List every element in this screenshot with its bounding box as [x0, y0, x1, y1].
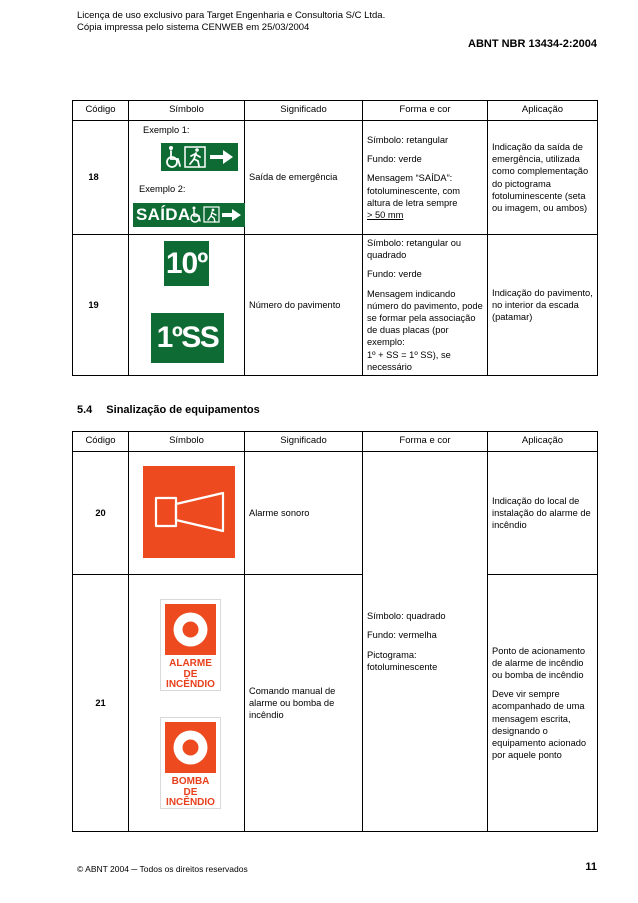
license-notice: [77, 10, 385, 34]
symbol-cell: [129, 575, 245, 832]
header-symbol: Símbolo: [129, 432, 245, 452]
form-pictogram: Pictograma: fotoluminescente: [367, 649, 438, 672]
header-application: Aplicação: [488, 101, 598, 121]
code-value: 20: [95, 507, 106, 518]
example-1-label: Exemplo 1:: [143, 125, 190, 135]
table-row: [73, 575, 598, 832]
form-message: Mensagem “SAÍDA”: fotoluminescente, com altura de letra sempre > 50 mm: [367, 173, 461, 220]
pump-card-label: BOMBA DE INCÊNDIO: [166, 776, 215, 808]
header-code: Código: [73, 432, 129, 452]
code-cell: [73, 575, 129, 832]
table-header-row: [73, 101, 598, 121]
section-heading: [77, 404, 274, 416]
header-code: Código: [73, 101, 129, 121]
form-color-cell: [363, 121, 488, 235]
form-color-cell-shared: [363, 452, 488, 832]
exit-pictogram-small-icon: [188, 205, 244, 225]
pump-button-card: [160, 717, 221, 809]
application-cell: Ponto de acionamento de alarme de incêndio ou bomba de incêndio Deve vir sempre acompanhado de uma mensagem escrita, designando o equipamento acionado por aquele ponto: [488, 575, 598, 832]
alarm-button-card: [160, 599, 221, 691]
exit-sign-text: [133, 203, 245, 227]
section-number: 5.4: [77, 404, 93, 416]
form-background: Fundo: verde: [367, 269, 422, 280]
horn-icon: [143, 466, 235, 558]
push-button-icon: [165, 722, 216, 773]
form-background: Fundo: vermelha: [367, 630, 437, 641]
symbol-cell: [129, 235, 245, 376]
code-value: 18: [88, 172, 99, 183]
code-value: 21: [95, 697, 106, 708]
form-symbol: Símbolo: retangular ou quadrado: [367, 238, 462, 261]
exit-sign-pictogram: [161, 143, 238, 171]
meaning-cell: Alarme sonoro: [245, 452, 363, 575]
footer-copyright: © ABNT 2004 ─ Todos os direitos reservados: [77, 864, 248, 874]
standard-id: ABNT NBR 13434-2:2004: [468, 38, 597, 50]
application-cell: Indicação da saída de emergência, utilizada como complementação do pictograma fotoluminescente (seta ou imagem, ou ambos): [488, 121, 598, 235]
header-meaning: Significado: [245, 432, 363, 452]
code-cell: [73, 452, 129, 575]
application-cell: Indicação do pavimento, no interior da escada (patamar): [488, 235, 598, 376]
example-2-label: Exemplo 2:: [139, 184, 186, 194]
form-color-cell: [363, 235, 488, 376]
symbol-cell: [129, 121, 245, 235]
meaning-cell: Saída de emergência: [245, 121, 363, 235]
table-row: [73, 121, 598, 235]
code-cell: [73, 121, 129, 235]
exit-sign-label: SAÍDA: [136, 205, 191, 224]
form-background: Fundo: verde: [367, 154, 422, 165]
floor-sign-1ss: [151, 313, 224, 363]
alarm-card-label: ALARME DE INCÊNDIO: [166, 658, 215, 690]
header-application: Aplicação: [488, 432, 598, 452]
table-row: [73, 452, 598, 575]
push-button-icon: [165, 604, 216, 655]
signage-table-2: [72, 431, 598, 832]
floor-sign-1ss-text: 1ºSS: [156, 321, 219, 354]
symbol-cell: [129, 452, 245, 575]
floor-sign-10-text: 10º: [165, 247, 208, 280]
header-symbol: Símbolo: [129, 101, 245, 121]
license-line-2: Cópia impressa pelo sistema CENWEB em 25/03/2004: [77, 22, 310, 33]
application-cell: Indicação do local de instalação do alarme de incêndio: [488, 452, 598, 575]
floor-sign-10: [164, 241, 209, 286]
form-symbol: Símbolo: quadrado: [367, 611, 446, 622]
meaning-cell: Número do pavimento: [245, 235, 363, 376]
exit-pictogram-icon: [161, 143, 238, 171]
header-meaning: Significado: [245, 101, 363, 121]
page-number: 11: [585, 861, 597, 873]
header-form-color: Forma e cor: [363, 432, 488, 452]
section-title: Sinalização de equipamentos: [106, 404, 260, 416]
form-symbol: Símbolo: retangular: [367, 134, 449, 145]
code-value: 19: [88, 299, 99, 310]
code-cell: [73, 235, 129, 376]
table-header-row: [73, 432, 598, 452]
alarm-horn-sign: [143, 466, 235, 558]
table-row: [73, 235, 598, 376]
signage-table-1: [72, 100, 598, 376]
alarm-button-sign: [165, 604, 216, 655]
form-message: Mensagem indicando número do pavimento, pode se formar pela associação de duas placas (por exemplo: 1º + SS = 1º SS), se necessário: [367, 288, 483, 372]
meaning-cell: Comando manual de alarme ou bomba de incêndio: [245, 575, 363, 832]
license-line-1: Licença de uso exclusivo para Target Engenharia e Consultoria S/C Ltda.: [77, 10, 386, 21]
pump-button-sign: [165, 722, 216, 773]
header-form-color: Forma e cor: [363, 101, 488, 121]
